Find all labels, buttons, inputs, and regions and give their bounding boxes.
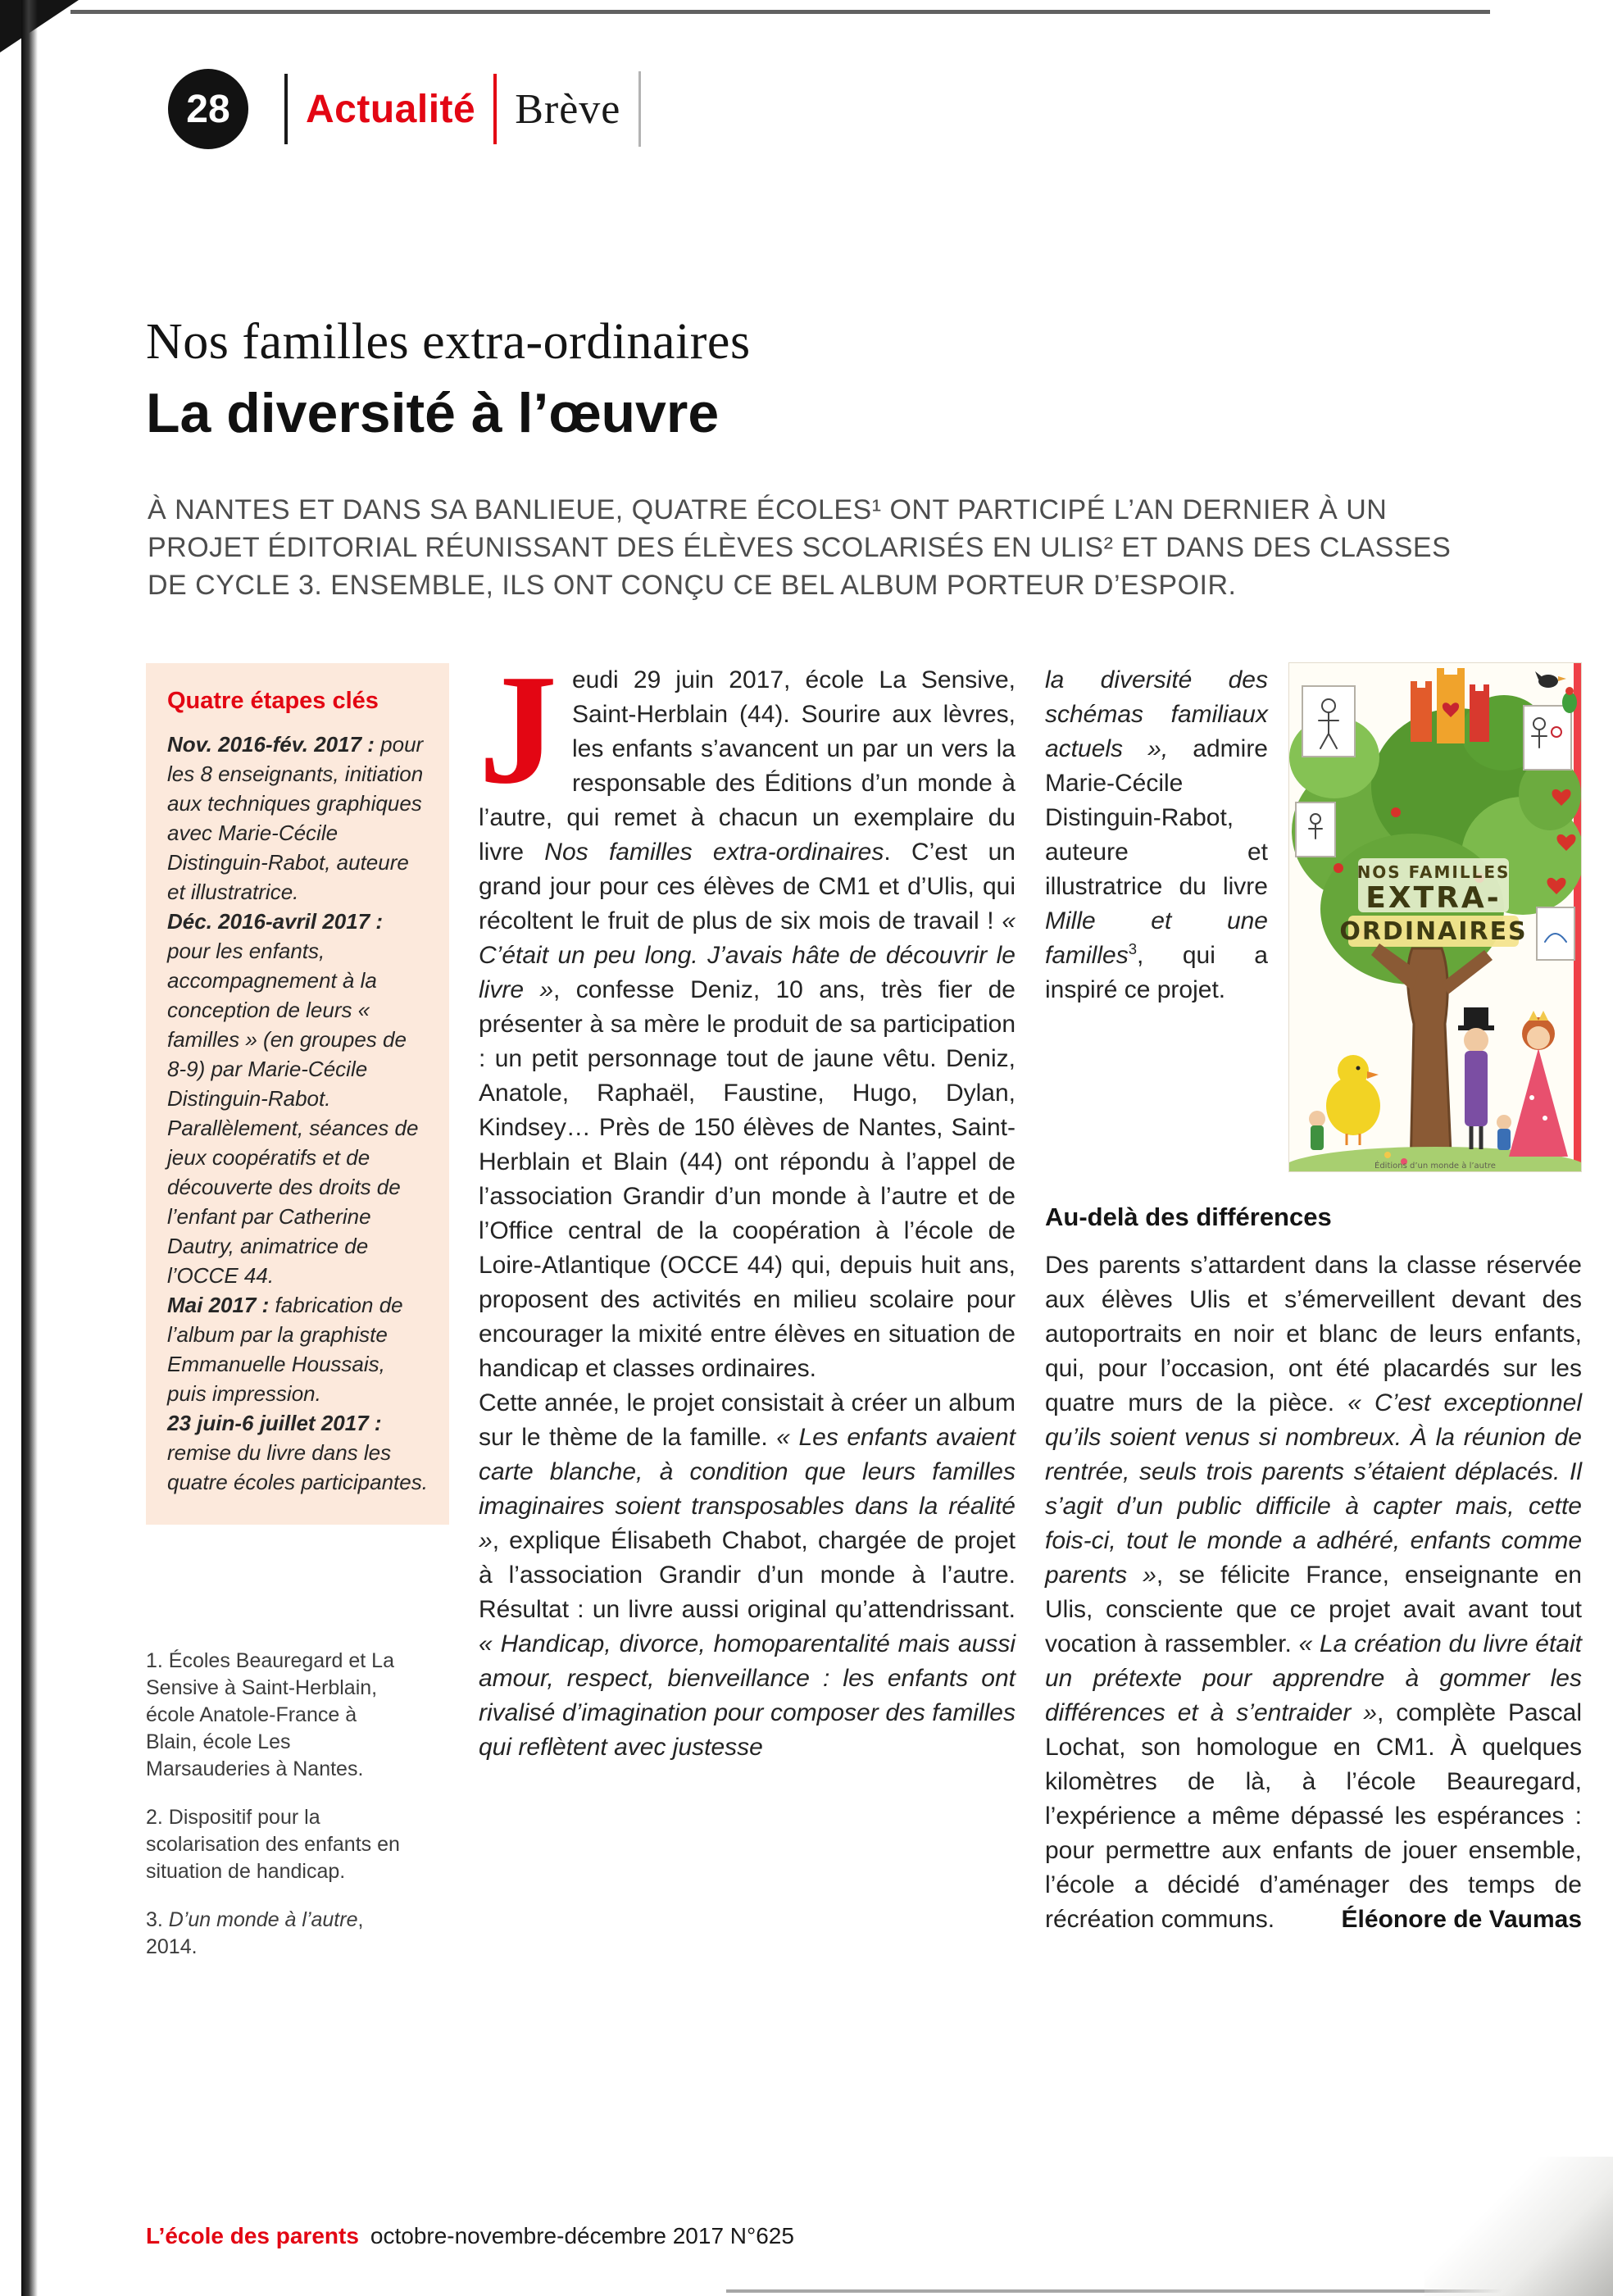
article-column-2 <box>1045 663 1582 1937</box>
continuation-text: la diversité des schémas familiaux actuels », admire Marie-Cécile Distinguin-Rabot, auteure et illustratrice du livre Mille et une familles$^3$, qui a inspiré ce projet. <box>1045 666 1268 1003</box>
cover-publisher-line: Éditions d’un monde à l’autre <box>1374 1162 1496 1171</box>
page-footer <box>146 2223 794 2249</box>
paragraph-text: eudi 29 juin 2017, école La Sensive, Saint-Herblain (44). Sourire aux lèvres, les enfants s’avancent un par un vers la responsable des Éditions d’un monde à l’autre, qui remet à chacun un exemplaire du livre Nos familles extra-ordinaires. C’est un grand jour pour ces élèves de CM1 et d’Ulis, qui récoltent le fruit de plus de six mois de travail ! « C’était un peu long. J’avais hâte de découvrir le livre », confesse Deniz, 10 ans, très fier de présenter à sa mère le produit de sa participation : un petit personnage tout de jaune vêtu. Deniz, Anatole, Raphaël, Faustine, Hugo, Dylan, Kindsey… Près de 150 élèves de Nantes, Saint-Herblain et Blain (44) ont répondu à l’appel de l’association Grandir d’un monde à l’autre et de l’Office central de la coopération à l’école de Loire-Atlantique (OCCE 44) qui, depuis huit ans, proposent des activités en milieu scolaire pour encourager la mixité entre élèves en situation de handicap et classes ordinaires. <box>479 666 1016 1382</box>
steps-box-title: Quatre étapes clés <box>167 688 379 714</box>
cover-title-line3: ORDINAIRES <box>1339 917 1528 946</box>
page-header <box>168 67 1613 151</box>
book-cover-illustration <box>1289 663 1581 1171</box>
footnote: 2. Dispositif pour la scolarisation des enfants en situation de handicap. <box>146 1806 400 1883</box>
page-number: 28 <box>186 87 230 131</box>
header-divider-red <box>493 74 497 144</box>
cover-title-line1: NOS FAMILLES <box>1356 862 1511 882</box>
scan-corner-artifact <box>0 0 79 52</box>
key-steps-box <box>146 663 449 1525</box>
subheading: Au-delà des différences <box>1045 1203 1332 1231</box>
content-columns <box>146 642 1583 1982</box>
cover-row <box>1045 663 1582 1171</box>
step-item: 23 juin-6 juillet 2017 : remise du livre dans les quatre écoles participantes. <box>167 1411 428 1494</box>
page-number-badge <box>168 69 248 149</box>
article-paragraph-3: Des parents s’attardent dans la classe réservée aux élèves Ulis et s’émerveillent devant des autoportraits en noir et blanc de leurs enfants, qui, pour l’occasion, ont été placardés sur les quatre murs de la pièce. « C’est exceptionnel qu’ils soient venus si nombreux. À la réunion de rentrée, seuls trois parents s’étaient déplacés. Il s’agit d’un public difficile à capter mais, cette fois-ci, tout le monde a adhéré, enfants comme parents », se félicite France, enseignante en Ulis, consciente que ce projet avait avant tout vocation à rassembler. « La création du livre était un prétexte pour apprendre à gommer les différences et à s’entraider », complète Pascal Lochat, son homologue en CM1. À quelques kilomètres de là, à l’école Beauregard, l’expérience a même dépassé les espérances : pour permettre aux enfants de jouer ensemble, l’école a décidé d’aménager des temps de récréation communs. <box>1045 1252 1583 1933</box>
step-item: Déc. 2016-avril 2017 : pour les enfants, accompagnement à la conception de leurs « familles » (en groupes de 8-9) par Marie-Cécile Distinguin-Rabot. Parallèlement, séances de jeux coopératifs et de découverte des droits de l’enfant par Catherine Dautry, animatrice de l’OCCE 44. <box>167 909 419 1288</box>
issue-info: octobre-novembre-décembre 2017 N°625 <box>370 2223 794 2248</box>
scan-top-edge <box>70 10 1490 14</box>
article-standfirst: À NANTES ET DANS SA BANLIEUE, QUATRE ÉCOLES¹ ONT PARTICIPÉ L’AN DERNIER À UN PROJET ÉDITORIAL RÉUNISSANT DES ÉLÈVES SCOLARISÉS EN ULIS² ET DANS DES CLASSES DE CYCLE 3. ENSEMBLE, ILS ONT CONÇU CE BEL ALBUM PORTEUR D’ESPOIR. <box>148 494 1452 601</box>
article-paragraph-1 <box>479 642 1016 1386</box>
rubric-label: Brève <box>515 85 621 133</box>
footnote: 3. D’un monde à l’autre, 2014. <box>146 1908 364 1958</box>
header-divider-gray <box>638 71 641 147</box>
left-sidebar <box>146 663 449 1982</box>
section-label: Actualité <box>306 87 476 131</box>
article-kicker-title: Nos familles extra-ordinaires <box>146 314 751 370</box>
step-item: Mai 2017 : fabrication de l’album par la graphiste Emmanuelle Houssais, puis impression. <box>167 1293 403 1406</box>
author-byline: Éléonore de Vaumas <box>1341 1906 1582 1933</box>
drop-cap: J <box>479 642 557 816</box>
footnotes-block <box>146 1648 400 1961</box>
scan-page-curl <box>1424 2157 1613 2296</box>
scan-left-edge <box>21 0 38 2296</box>
cover-title <box>1339 858 1527 947</box>
footnote: 1. Écoles Beauregard et La Sensive à Saint-Herblain, école Anatole-France à Blain, école Les Marsauderies à Nantes. <box>146 1649 394 1780</box>
header-divider-black <box>284 74 288 144</box>
magazine-name: L’école des parents <box>146 2223 359 2248</box>
cover-title-line2: EXTRA- <box>1365 881 1502 915</box>
step-item: Nov. 2016-fév. 2017 : pour les 8 enseignants, initiation aux techniques graphiques avec Marie-Cécile Distinguin-Rabot, auteure et illustratrice. <box>167 732 424 904</box>
article-paragraph-2: Cette année, le projet consistait à créer un album sur le thème de la famille. « Les enfants avaient carte blanche, à condition que leurs familles imaginaires soient transposables dans la réalité », explique Élisabeth Chabot, chargée de projet à l’association Grandir d’un monde à l’autre. Résultat : un livre aussi original qu’attendrissant. « Handicap, divorce, homoparentalité mais aussi amour, respect, bienveillance : les enfants ont rivalisé d’imagination pour composer des familles qui reflètent avec justesse <box>479 1389 1016 1761</box>
article-column-1 <box>479 642 1016 1765</box>
article-main-title: La diversité à l’œuvre <box>146 382 720 444</box>
